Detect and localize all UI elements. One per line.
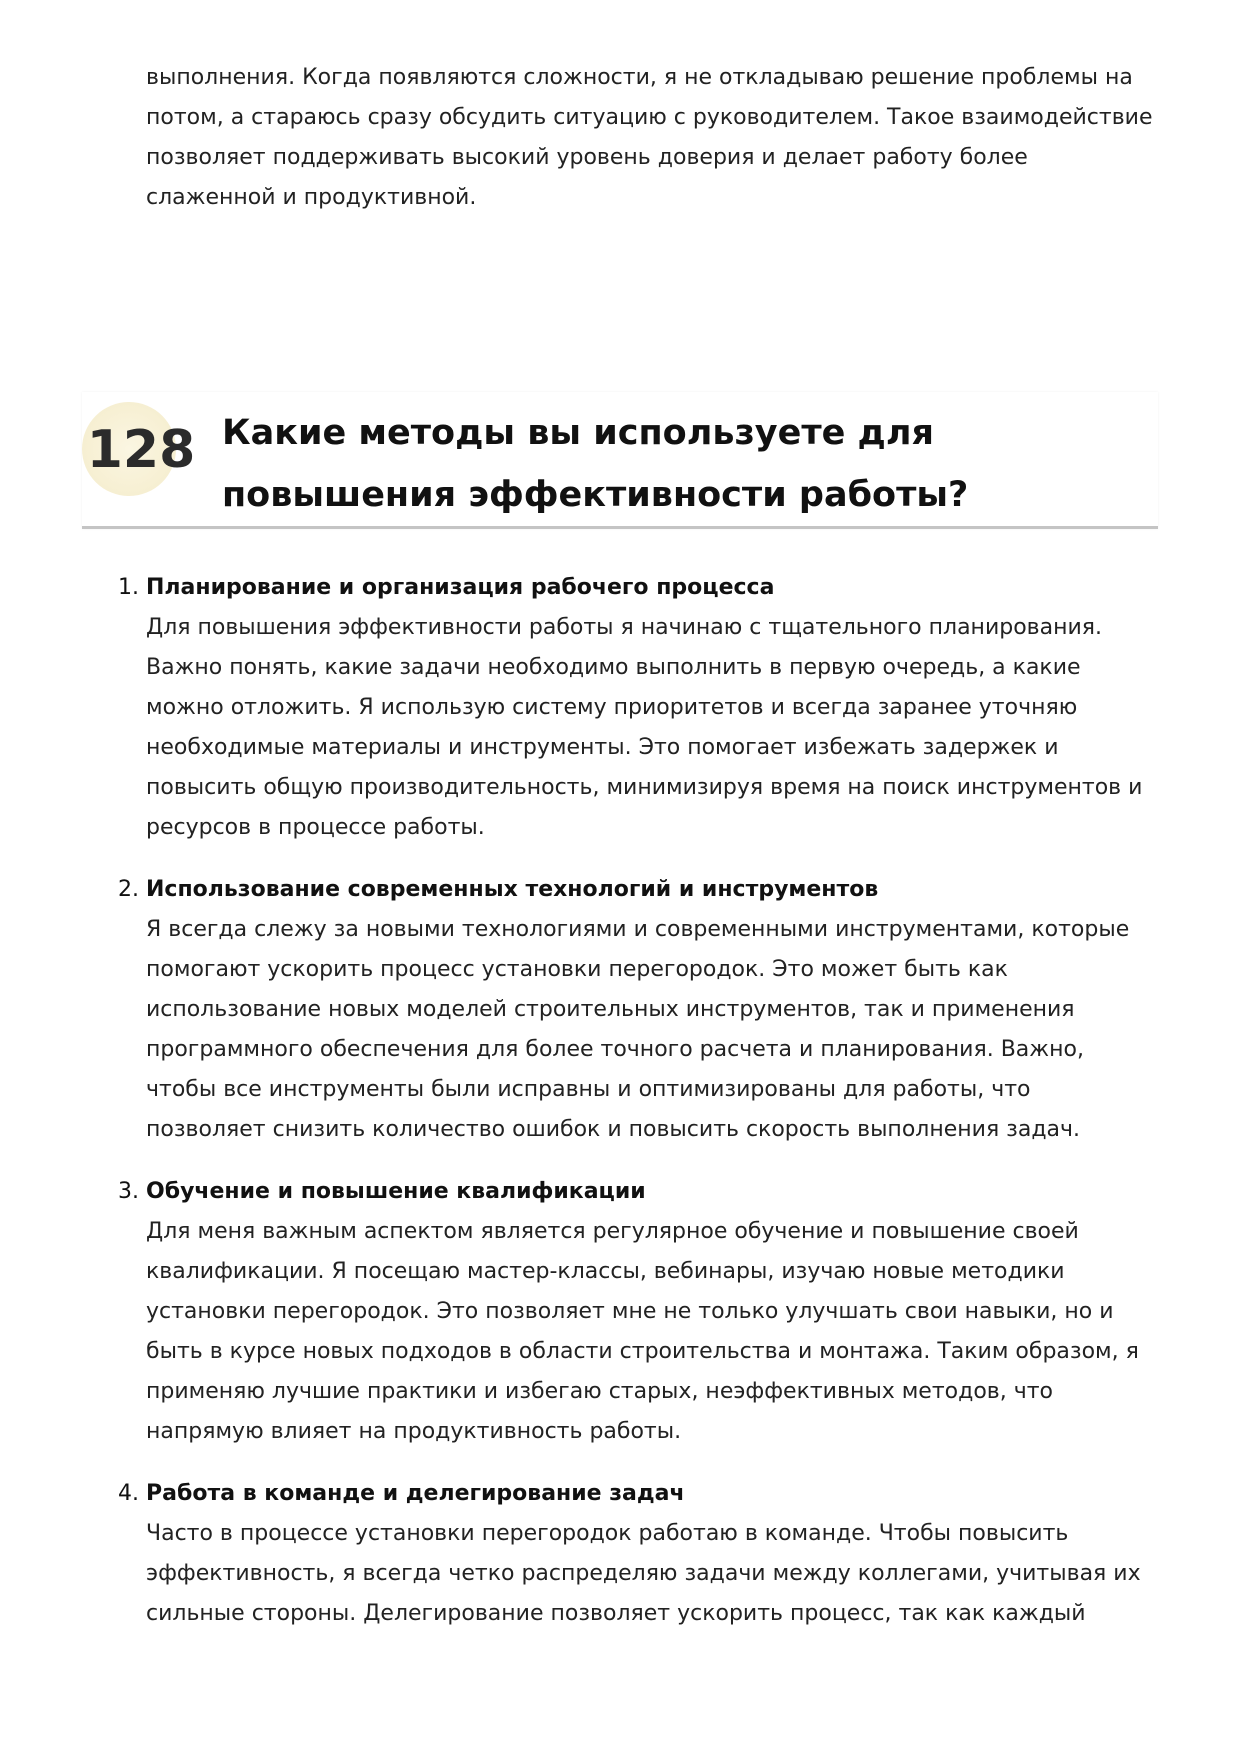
answer-item xyxy=(110,568,1170,848)
answer-text: Для повышения эффективности работы я начинаю с тщательного планирования. Важно понять, какие задачи необходимо выполнить в первую очередь, а какие можно отложить. Я использую систему приоритетов и всегда заранее уточняю необходимые материалы и инструменты. Это помогает избежать задержек и повысить общую производительность, минимизируя время на поиск инструментов и ресурсов в процессе работы. xyxy=(146,615,1143,840)
answer-number: 2. xyxy=(118,877,139,902)
answer-title: Работа в команде и делегирование задач xyxy=(146,1481,685,1506)
answer-title: Планирование и организация рабочего процесса xyxy=(146,575,775,600)
answer-number: 1. xyxy=(118,575,139,600)
answer-item xyxy=(110,1474,1170,1634)
answer-number: 3. xyxy=(118,1179,139,1204)
answer-item xyxy=(110,1172,1170,1452)
question-title: Какие методы вы используете для повышения эффективности работы? xyxy=(222,413,969,515)
answer-text: Для меня важным аспектом является регулярное обучение и повышение своей квалификации. Я посещаю мастер-классы, вебинары, изучаю новые методики установки перегородок. Это позволяет мне не только улучшать свои навыки, но и быть в курсе новых подходов в области строительства и монтажа. Таким образом, я применяю лучшие практики и избегаю старых, неэффективных методов, что напрямую влияет на продуктивность работы. xyxy=(146,1219,1139,1444)
answer-title: Использование современных технологий и инструментов xyxy=(146,877,879,902)
question-header xyxy=(82,392,1158,529)
answer-text: Я всегда слежу за новыми технологиями и современными инструментами, которые помогают ускорить процесс установки перегородок. Это может быть как использование новых моделей строительных инструментов, так и применения программного обеспечения для более точного расчета и планирования. Важно, чтобы все инструменты были исправны и оптимизированы для работы, что позволяет снизить количество ошибок и повысить скорость выполнения задач. xyxy=(146,917,1130,1142)
intro-paragraph: выполнения. Когда появляются сложности, я не откладываю решение проблемы на потом, а стараюсь сразу обсудить ситуацию с руководителем. Такое взаимодействие позволяет поддерживать высокий уровень доверия и делает работу более слаженной и продуктивной. xyxy=(146,65,1153,210)
answer-text: Часто в процессе установки перегородок работаю в команде. Чтобы повысить эффективность, я всегда четко распределяю задачи между коллегами, учитывая их сильные стороны. Делегирование позволяет ускорить процесс, так как каждый xyxy=(146,1521,1141,1626)
answer-number: 4. xyxy=(118,1481,139,1506)
answer-title: Обучение и повышение квалификации xyxy=(146,1179,646,1204)
answer-item xyxy=(110,870,1170,1150)
answer-list xyxy=(110,568,1170,1656)
question-number: 128 xyxy=(86,420,196,480)
